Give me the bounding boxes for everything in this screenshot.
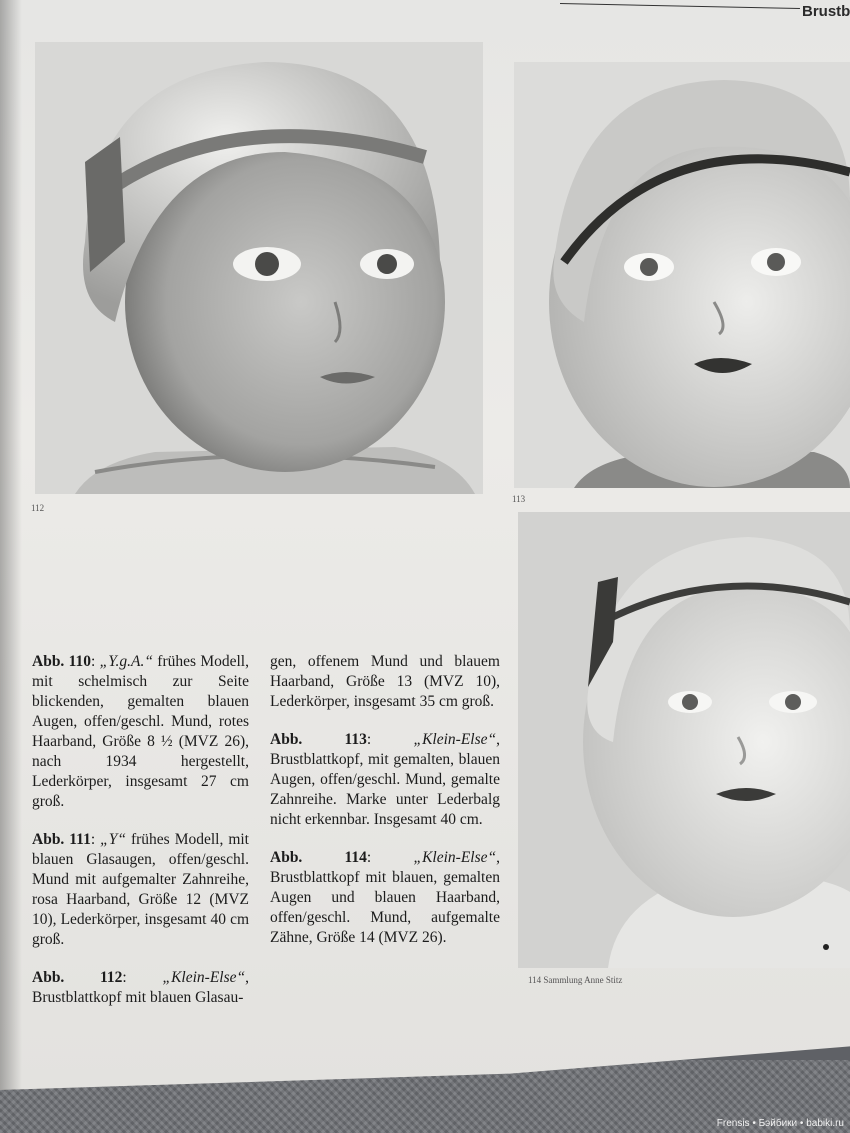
caption-label: Abb. 112 [32,969,123,986]
caption-text: , Brustblattkopf mit blauen Glasau- [32,969,249,1006]
doll-photo-114 [518,512,850,968]
caption-110: Abb. 110: „Y.g.A.“ frühes Modell, mit schelmisch zur Seite blickenden, gemalten blauen Augen, offen/geschl. Mund, rotes Haarband, Größe 8 ½ (MVZ 26), nach 1934 hergestellt, Lederkörper, insgesamt 27 cm groß. [32,653,249,810]
caption-label: Abb. 114 [270,849,367,866]
caption-label: Abb. 113 [270,731,367,748]
gutter-shadow [0,0,22,1090]
caption-text: , Brustblattkopf mit blauen, gemalten Augen und blauen Haarband, offen/geschl. Mund, aufgemalte Zähne, Größe 14 (MVZ 26). [270,849,500,946]
caption-text: gen, offenem Mund und blauem Haarband, Größe 13 (MVZ 10), Lederkörper, insgesamt 35 cm groß. [270,653,500,710]
doll-name: „Y.g.A.“ [99,653,153,670]
caption-column-right [270,652,500,966]
caption-text: frühes Modell, mit blauen Glasaugen, offen/geschl. Mund mit aufgemalter Zahnreihe, rosa Haarband, Größe 12 (MVZ 10), Lederkörper, insgesamt 40 cm groß. [32,831,249,948]
caption-text: , Brustblattkopf, mit gemalten, blauen Augen, offen/geschl. Mund, gemalte Zahnreihe. Marke unter Lederbalg nicht erkennbar. Insgesamt 40 cm. [270,731,500,828]
caption-114: Abb. 114: „Klein-Else“, Brustblattkopf mit blauen, gemalten Augen und blauen Haarband, offen/geschl. Mund, aufgemalte Zähne, Größe 14 (MVZ 26). [270,849,500,946]
figure-number-114: 114 Sammlung Anne Stitz [528,975,623,985]
watermark: Frensis • Бэйбики • babiki.ru [716,1118,844,1129]
doll-name: „Klein-Else“ [413,731,497,748]
caption-label: Abb. 111 [32,831,91,848]
doll-photo-112 [35,42,483,494]
doll-name: „Klein-Else“ [162,969,246,986]
caption-column-left [32,652,249,1026]
caption-text: frühes Modell, mit schelmisch zur Seite blickenden, gemalten blauen Augen, offen/geschl. Mund, rotes Haarband, Größe 8 ½ (MVZ 26), nach 1934 hergestellt, Lederkörper, insgesamt 27 cm groß. [32,653,249,810]
caption-112-start: Abb. 112: „Klein-Else“, Brustblattkopf mit blauen Glasau- [32,969,249,1006]
figure-number-112: 112 [31,503,45,513]
running-head: Brustb [802,3,850,20]
caption-111: Abb. 111: „Y“ frühes Modell, mit blauen Glasaugen, offen/geschl. Mund mit aufgemalter Zahnreihe, rosa Haarband, Größe 12 (MVZ 10), Lederkörper, insgesamt 40 cm groß. [32,831,249,948]
caption-label: Abb. 110 [32,653,92,670]
figure-number-113: 113 [512,494,526,504]
caption-113: Abb. 113: „Klein-Else“, Brustblattkopf, mit gemalten, blauen Augen, offen/geschl. Mund, gemalte Zahnreihe. Marke unter Lederbalg nicht erkennbar. Insgesamt 40 cm. [270,731,500,828]
caption-112-end [270,652,500,712]
doll-name: „Y“ [100,831,126,848]
doll-photo-113 [514,62,850,488]
doll-name: „Klein-Else“ [413,849,497,866]
